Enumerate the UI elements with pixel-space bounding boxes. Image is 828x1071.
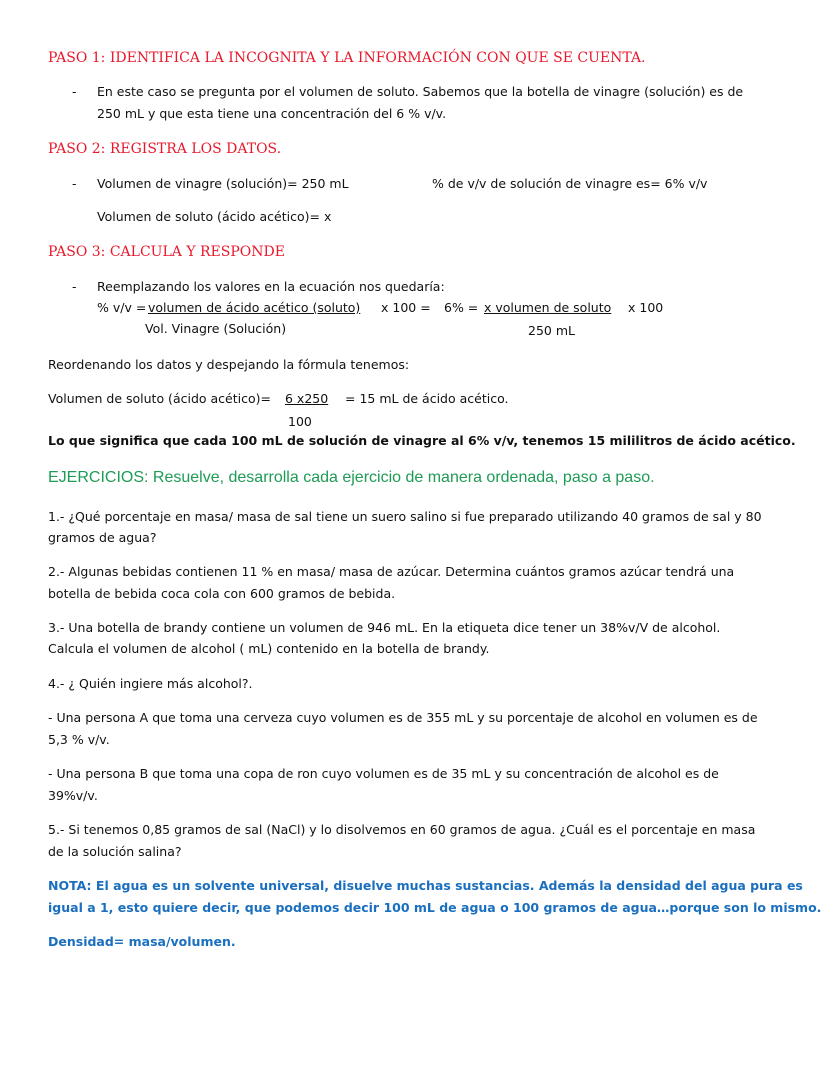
volumen-soluto-denominator: 100 xyxy=(288,414,312,429)
ejercicio-2-line1: 2.- Algunas bebidas contienen 11 % en masa/ masa de azúcar. Determina cuántos gramos azúcar tendrá una xyxy=(48,564,735,579)
reordenando-text: Reordenando los datos y despejando la fórmula tenemos: xyxy=(48,357,410,372)
paso1-heading: PASO 1: IDENTIFICA LA INCOGNITA Y LA INFORMACIÓN CON QUE SE CUENTA. xyxy=(48,50,646,66)
paso3-heading: PASO 3: CALCULA Y RESPONDE xyxy=(48,244,285,260)
ejercicio-5-line1: 5.- Si tenemos 0,85 gramos de sal (NaCl) y lo disolvemos en 60 gramos de agua. ¿Cuál es el porcentaje en masa xyxy=(48,822,756,837)
bullet-dash: - xyxy=(72,84,77,99)
volumen-soluto-label: Volumen de soluto (ácido acético)= xyxy=(48,391,271,406)
ejercicio-4b-line1: - Una persona B que toma una copa de ron cuyo volumen es de 35 mL y su concentración de alcohol es de xyxy=(48,766,719,781)
ejercicio-3-line2: Calcula el volumen de alcohol ( mL) contenido en la botella de brandy. xyxy=(48,641,490,656)
eq-denominator-1: Vol. Vinagre (Solución) xyxy=(145,321,287,336)
ejercicio-2-line2: botella de bebida coca cola con 600 gramos de bebida. xyxy=(48,586,396,601)
ejercicios-heading: EJERCICIOS: Resuelve, desarrolla cada ejercicio de manera ordenada, paso a paso. xyxy=(48,469,655,486)
nota-line1: NOTA: El agua es un solvente universal, disuelve muchas sustancias. Además la densidad del agua pura es xyxy=(48,878,803,893)
eq-numerator-2: x volumen de soluto xyxy=(484,300,612,315)
eq-times-100-b: x 100 xyxy=(628,300,664,315)
paso1-line1: En este caso se pregunta por el volumen de soluto. Sabemos que la botella de vinagre (solución) es de xyxy=(97,84,744,99)
ejercicio-1-line2: gramos de agua? xyxy=(48,530,157,545)
paso1-line2: 250 mL y que esta tiene una concentración del 6 % v/v. xyxy=(97,106,447,121)
paso2-heading: PASO 2: REGISTRA LOS DATOS. xyxy=(48,141,282,157)
volumen-soluto-result: = 15 mL de ácido acético. xyxy=(345,391,509,406)
paso3-intro: Reemplazando los valores en la ecuación nos quedaría: xyxy=(97,279,445,294)
volumen-soluto-numerator: 6 x250 xyxy=(285,391,329,406)
dato-volumen-soluto: Volumen de soluto (ácido acético)= x xyxy=(97,209,332,224)
dato-volumen-vinagre: Volumen de vinagre (solución)= 250 mL xyxy=(97,176,349,191)
ejercicio-4a-line1: - Una persona A que toma una cerveza cuyo volumen es de 355 mL y su porcentaje de alcohol en volumen es de xyxy=(48,710,758,725)
dato-porcentaje: % de v/v de solución de vinagre es= 6% v/v xyxy=(432,176,708,191)
ejercicio-3-line1: 3.- Una botella de brandy contiene un volumen de 946 mL. En la etiqueta dice tener un 38%v/V de alcohol. xyxy=(48,620,721,635)
densidad-formula: Densidad= masa/volumen. xyxy=(48,934,236,949)
ejercicio-4: 4.- ¿ Quién ingiere más alcohol?. xyxy=(48,676,253,691)
eq-denominator-2: 250 mL xyxy=(528,323,575,338)
eq-left: % v/v = xyxy=(97,300,147,315)
bullet-dash: - xyxy=(72,279,77,294)
nota-line2: igual a 1, esto quiere decir, que podemos decir 100 mL de agua o 100 gramos de agua…porque son lo mismo. xyxy=(48,900,822,915)
ejercicio-4a-line2: 5,3 % v/v. xyxy=(48,732,110,747)
eq-numerator-1: volumen de ácido acético (soluto) xyxy=(148,300,361,315)
conclusion-text: Lo que significa que cada 100 mL de solución de vinagre al 6% v/v, tenemos 15 mililitros de ácido acético. xyxy=(48,433,796,448)
ejercicio-1-line1: 1.- ¿Qué porcentaje en masa/ masa de sal tiene un suero salino si fue preparado utilizando 40 gramos de sal y 80 xyxy=(48,509,762,524)
bullet-dash: - xyxy=(72,176,77,191)
ejercicio-4b-line2: 39%v/v. xyxy=(48,788,98,803)
ejercicio-5-line2: de la solución salina? xyxy=(48,844,182,859)
eq-six-percent: 6% = xyxy=(444,300,479,315)
eq-times-100-a: x 100 = xyxy=(381,300,431,315)
